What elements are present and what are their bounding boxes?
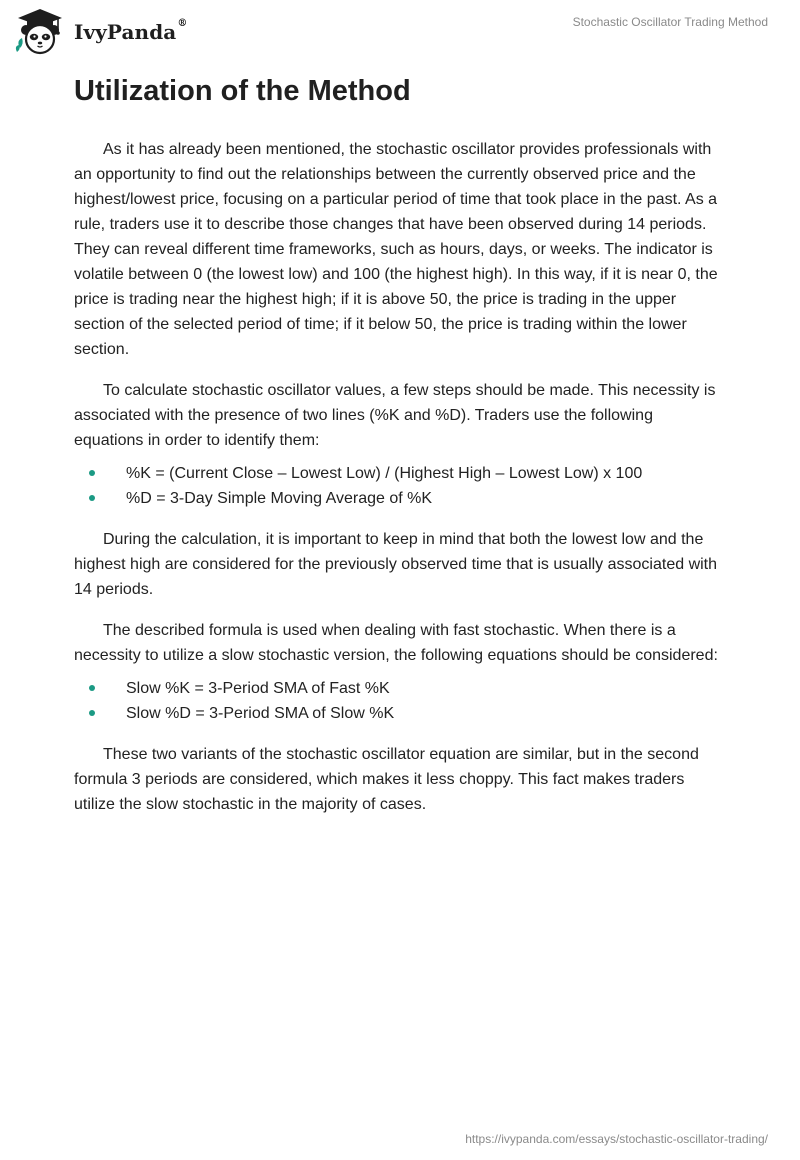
brand-name bbox=[74, 20, 187, 44]
paragraph-1: As it has already been mentioned, the stochastic oscillator provides professionals with an opportunity to find out the relationships between the currently observed price and the highest/lowest price, focusing on a particular period of time that took place in the past. As a rule, traders use it to describe those changes that have been observed during 14 periods. They can reveal different time frameworks, such as hours, days, or weeks. The indicator is volatile between 0 (the lowest low) and 100 (the highest high). In this way, if it is near 0, the price is trading near the highest high; if it is above 50, the price is trading in the upper section of the selected period of time; if it below 50, the price is trading within the lower section. bbox=[74, 141, 718, 358]
panda-graduate-icon bbox=[14, 8, 66, 56]
paragraph-2: To calculate stochastic oscillator values, a few steps should be made. This necessity is associated with the presence of two lines (%K and %D). Traders use the following equations in order to identify them: bbox=[74, 382, 716, 449]
paragraph-3: During the calculation, it is important to keep in mind that both the lowest low and the highest high are considered for the previously observed time that is usually associated with 14 periods. bbox=[74, 531, 718, 598]
list-item bbox=[74, 486, 726, 511]
paragraph-4: The described formula is used when dealing with fast stochastic. When there is a necessity to utilize a slow stochastic version, the following equations should be considered: bbox=[74, 622, 718, 664]
equation-text: %K = (Current Close – Lowest Low) / (Highest High – Lowest Low) x 100 bbox=[126, 465, 643, 482]
list-item bbox=[74, 461, 726, 486]
article-body bbox=[74, 72, 726, 833]
bullet-dot-icon bbox=[89, 685, 95, 691]
list-item bbox=[74, 701, 726, 726]
equation-text: Slow %D = 3-Period SMA of Slow %K bbox=[126, 705, 395, 722]
fast-equations-list bbox=[74, 461, 726, 511]
equation-text: %D = 3-Day Simple Moving Average of %K bbox=[126, 490, 433, 507]
registered-mark: ® bbox=[177, 18, 188, 29]
document-title: Stochastic Oscillator Trading Method bbox=[572, 15, 768, 29]
paragraph-5: These two variants of the stochastic oscillator equation are similar, but in the second formula 3 periods are considered, which makes it less choppy. This fact makes traders utilize the slow stochastic in the majority of cases. bbox=[74, 746, 699, 813]
bullet-dot-icon bbox=[89, 710, 95, 716]
source-url-link[interactable]: https://ivypanda.com/essays/stochastic-oscillator-trading/ bbox=[465, 1132, 768, 1146]
section-heading: Utilization of the Method bbox=[74, 75, 411, 107]
list-item bbox=[74, 676, 726, 701]
bullet-dot-icon bbox=[89, 495, 95, 501]
ivypanda-logo[interactable] bbox=[14, 8, 187, 56]
slow-equations-list bbox=[74, 676, 726, 726]
page-header bbox=[0, 0, 800, 70]
brand-name-text: IvyPanda bbox=[74, 20, 177, 44]
equation-text: Slow %K = 3-Period SMA of Fast %K bbox=[126, 680, 390, 697]
bullet-dot-icon bbox=[89, 470, 95, 476]
